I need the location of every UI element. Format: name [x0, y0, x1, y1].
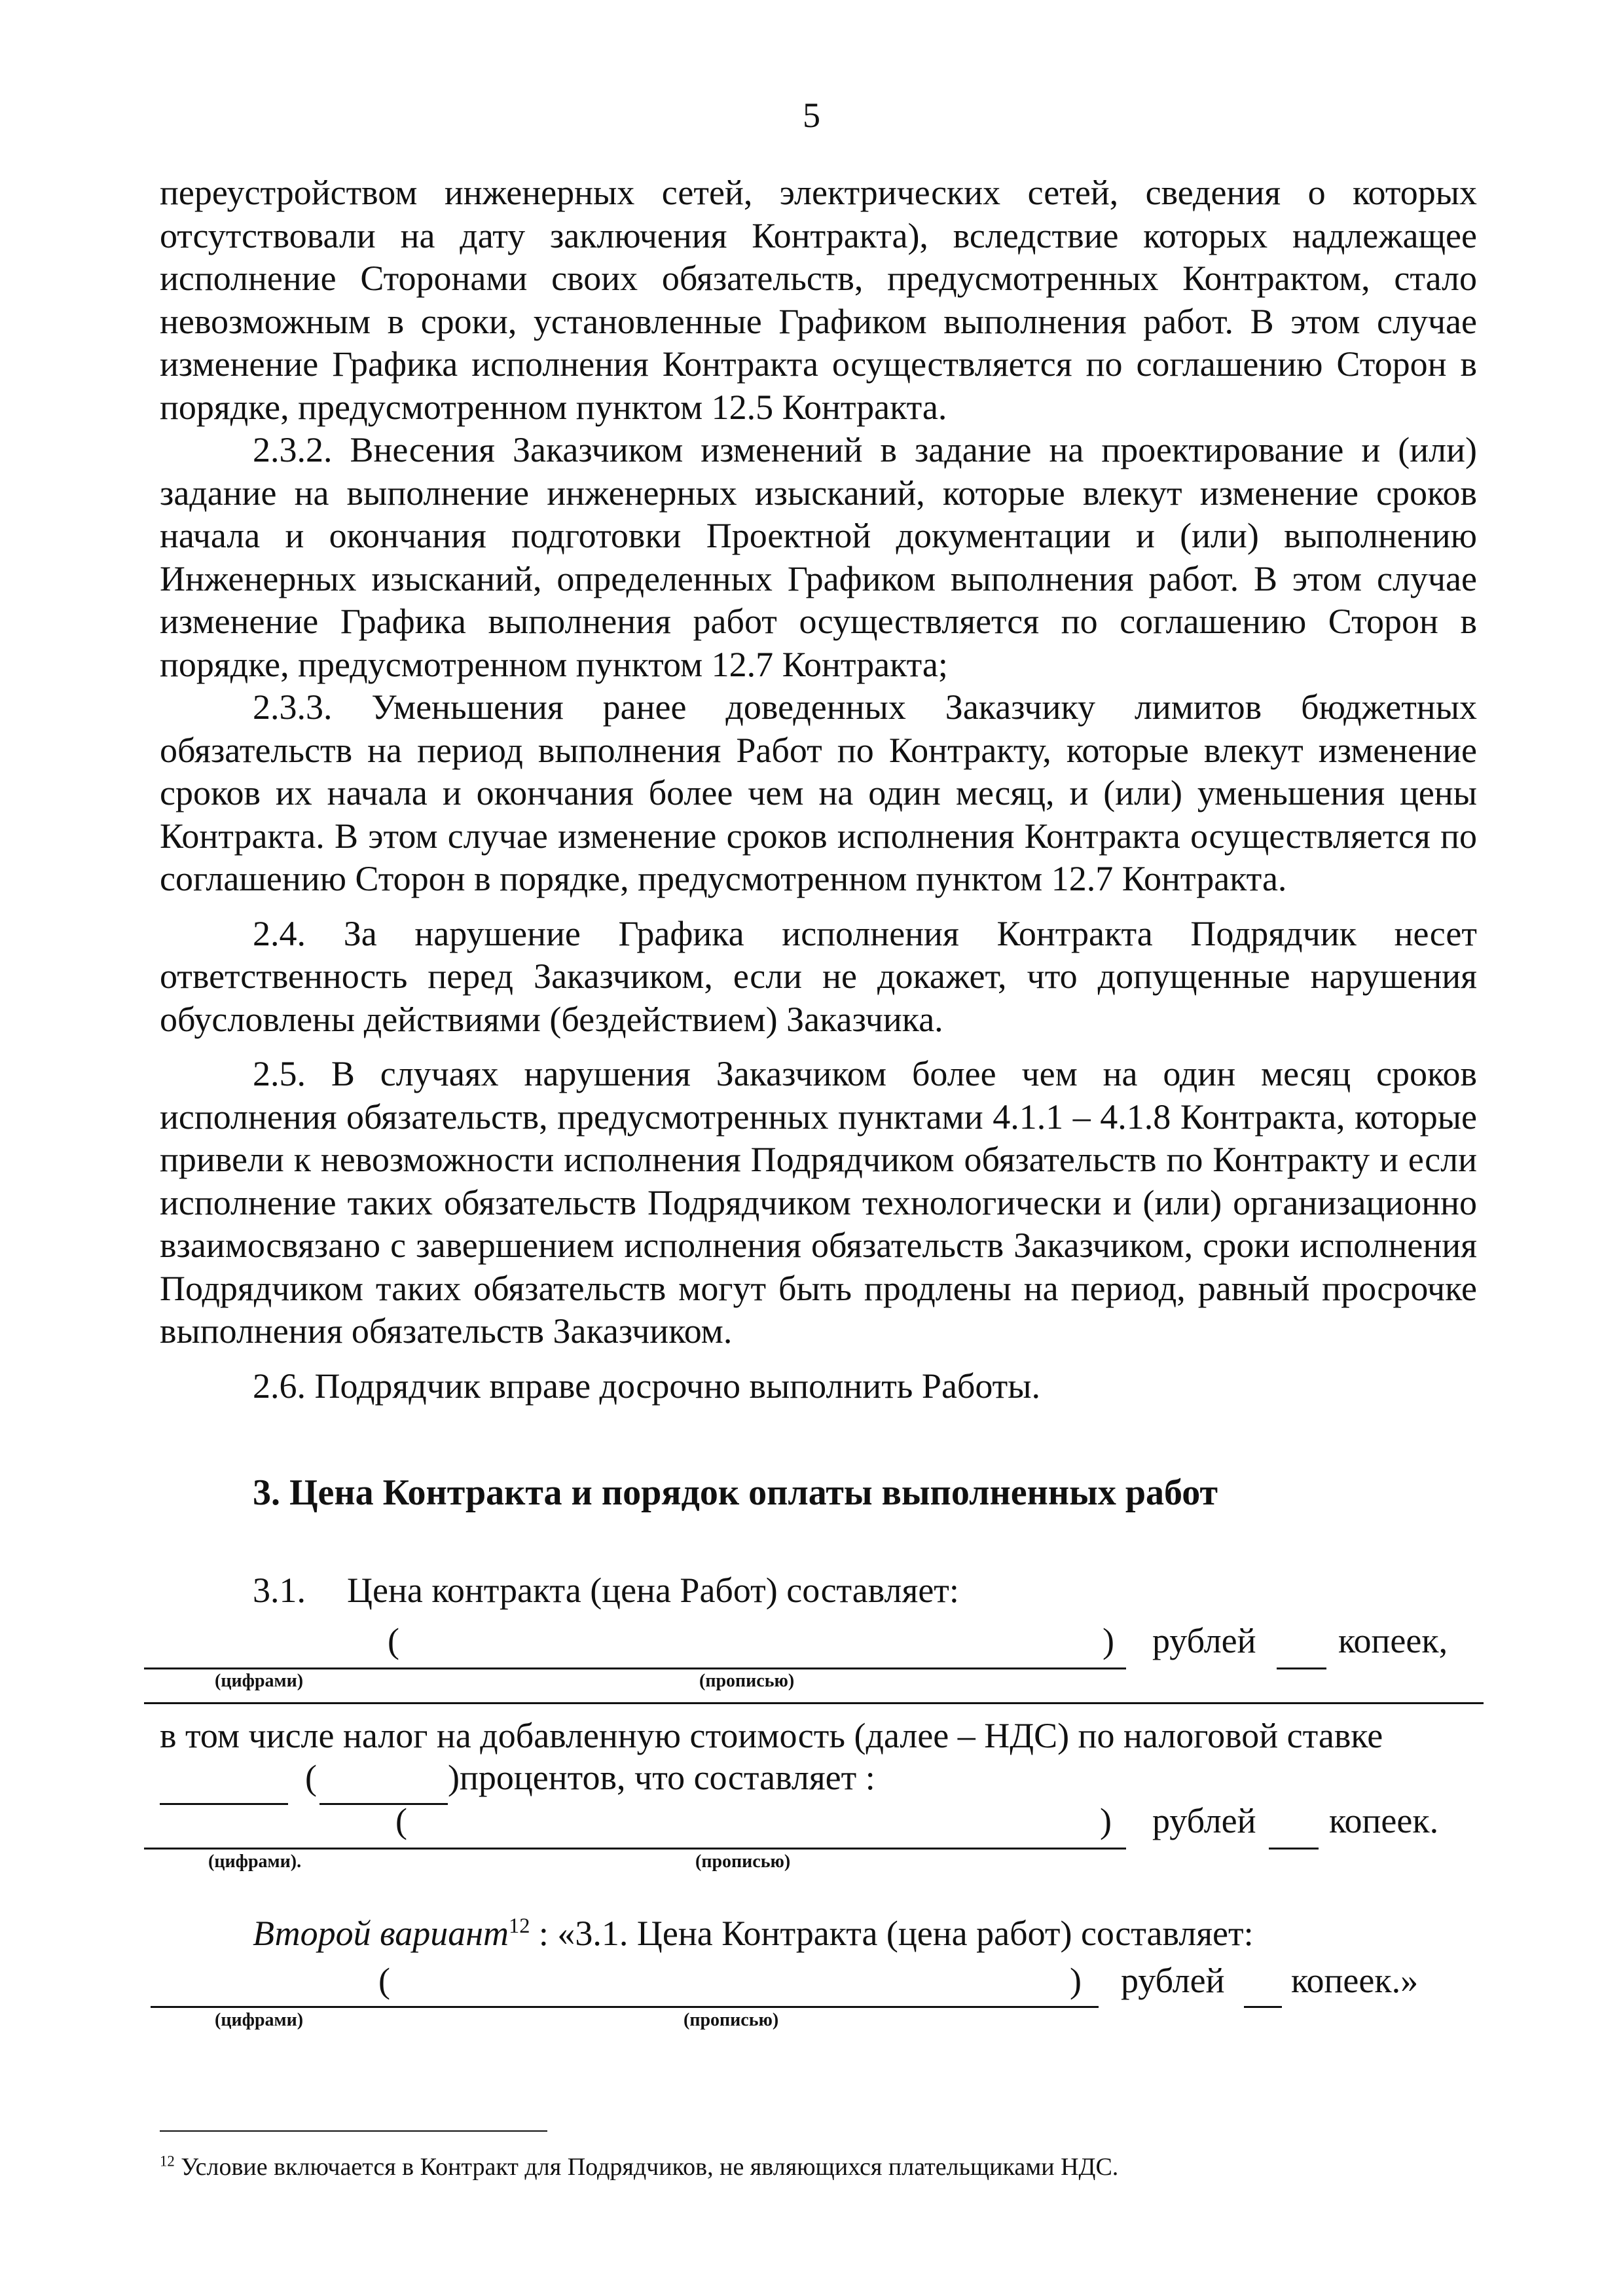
- paragraph-continuation: переустройством инженерных сетей, электрических сетей, сведения о которых отсутствовали на дату заключения Контракта), вследствие которых надлежащее исполнение Сторонами своих обязательств, предусмотренных Контрактом, стало невозможным в сроки, установленные Графиком выполнения работ. В этом случае изменение Графика исполнения Контракта осуществляется по соглашению Сторон в порядке, предусмотренном пунктом 12.5 Контракта.: [160, 173, 1477, 427]
- caption-words-2: (прописью): [695, 1851, 791, 1872]
- paren-close: ): [1103, 1621, 1114, 1660]
- caption-words: (прописью): [699, 1671, 795, 1691]
- paragraph-2-5: 2.5. В случаях нарушения Заказчиком более чем на один месяц сроков исполнения обязательств, предусмотренных пунктами 4.1.1 – 4.1.8 Контракта, которые привели к невозможности исполнения Подрядчиком обязательств по Контракту и если исполнение таких обязательств Подрядчиком технологически и (или) организационно взаимосвязано с завершением исполнения обязательств Заказчиком, сроки исполнения Подрядчиком таких обязательств могут быть продлены на период, равный просрочке выполнения обязательств Заказчиком.: [160, 1054, 1477, 1351]
- vat-amount-fill-line: [144, 1848, 1126, 1850]
- kopecks-label-2: копеек.: [1329, 1801, 1439, 1840]
- variant-paren-close: ): [1070, 1961, 1082, 2000]
- separator-line: [144, 1702, 1484, 1704]
- page-number: 5: [803, 96, 820, 135]
- paragraph-2-4: 2.4. За нарушение Графика исполнения Контракта Подрядчик несет ответственность перед Заказчиком, если не докажет, что допущенные нарушения обусловлены действиями (бездействием) Заказчика.: [160, 913, 1477, 1039]
- variant-line: [253, 1913, 1254, 1954]
- clause-3-1-text: Цена контракта (цена Работ) составляет:: [347, 1571, 959, 1610]
- paragraph-2-6: 2.6. Подрядчик вправе досрочно выполнить Работы.: [253, 1366, 1041, 1406]
- paren-open-2: (: [395, 1801, 407, 1840]
- variant-kopecks-label: копеек.»: [1291, 1961, 1419, 2000]
- vat-text: в том числе налог на добавленную стоимость (далее – НДС) по налоговой ставке: [160, 1716, 1383, 1755]
- variant-label: Второй вариант: [253, 1914, 509, 1953]
- vat-rate-fill-line: [160, 1803, 288, 1805]
- rubles-label-2: рублей: [1152, 1801, 1256, 1840]
- variant-text: : «3.1. Цена Контракта (цена работ) составляет:: [538, 1914, 1254, 1953]
- vat-percent-text: )процентов, что составляет :: [448, 1758, 875, 1797]
- variant-paren-open: (: [378, 1961, 390, 2000]
- body-text: [160, 172, 1477, 1408]
- vat-paren-open: (: [305, 1758, 317, 1797]
- paren-open: (: [388, 1621, 399, 1660]
- footnote-number: 12: [160, 2153, 175, 2170]
- caption-digits-2: (цифрами).: [208, 1851, 302, 1872]
- paragraph-2-3-3: 2.3.3. Уменьшения ранее доведенных Заказчику лимитов бюджетных обязательств на период выполнения Работ по Контракту, которые влекут изменение сроков их начала и окончания более чем на один месяц, и (или) уменьшения цены Контракта. В этом случае изменение сроков исполнения Контракта осуществляется по соглашению Сторон в порядке, предусмотренном пунктом 12.7 Контракта.: [160, 687, 1477, 898]
- variant-footnote-ref: 12: [509, 1914, 530, 1938]
- variant-fill-line: [151, 2006, 1099, 2008]
- kopecks-fill-line: [1277, 1667, 1326, 1669]
- section-heading: 3. Цена Контракта и порядок оплаты выполненных работ: [253, 1472, 1218, 1513]
- kopecks-fill-line-2: [1269, 1848, 1319, 1850]
- variant-caption-words: (прописью): [684, 2010, 779, 2030]
- variant-caption-digits: (цифрами): [215, 2010, 304, 2030]
- vat-percent-fill-line: [319, 1803, 448, 1805]
- variant-rubles-label: рублей: [1121, 1961, 1225, 2000]
- footnote: [160, 2153, 1118, 2181]
- clause-3-1-label: 3.1.: [253, 1571, 306, 1610]
- footnote-text: Условие включается в Контракт для Подрядчиков, не являющихся плательщиками НДС.: [181, 2153, 1119, 2181]
- footnote-separator: [160, 2130, 547, 2132]
- paragraph-2-3-2: 2.3.2. Внесения Заказчиком изменений в задание на проектирование и (или) задание на выполнение инженерных изысканий, которые влекут изменение сроков начала и окончания подготовки Проектной документации и (или) выполнению Инженерных изысканий, определенных Графиком выполнения работ. В этом случае изменение Графика выполнения работ осуществляется по соглашению Сторон в порядке, предусмотренном пунктом 12.7 Контракта;: [160, 430, 1477, 684]
- caption-digits: (цифрами): [215, 1671, 304, 1691]
- rubles-label: рублей: [1152, 1621, 1256, 1660]
- paren-close-2: ): [1100, 1801, 1112, 1840]
- price-fill-line: [144, 1667, 1126, 1669]
- kopecks-label: копеек,: [1338, 1621, 1448, 1660]
- variant-kopecks-fill-line: [1244, 2006, 1282, 2008]
